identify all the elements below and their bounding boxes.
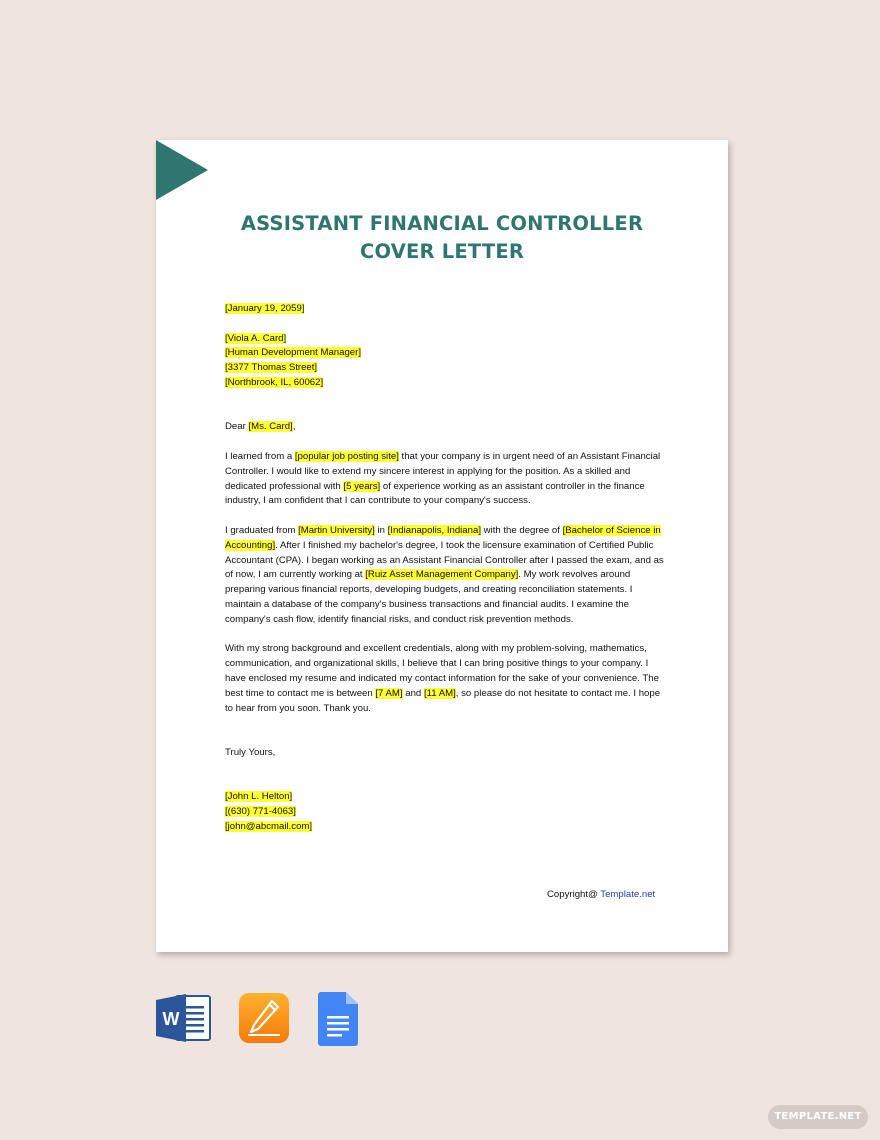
- highlight-location: [Indianapolis, Indiana]: [387, 524, 481, 536]
- sender-phone: [(630) 771-4063]: [225, 806, 296, 818]
- title-line-1: ASSISTANT FINANCIAL CONTROLLER: [240, 212, 644, 235]
- copyright-brand: Template.net: [600, 889, 656, 900]
- svg-text:W: W: [162, 1009, 180, 1029]
- recipient-name: [Viola A. Card]: [225, 332, 287, 344]
- google-docs-icon[interactable]: [318, 992, 358, 1046]
- highlight-company: [Ruiz Asset Management Company]: [365, 569, 519, 581]
- sender-email: [john@abcmail.com]: [225, 820, 313, 832]
- letter-body: [225, 302, 665, 835]
- highlight-job-site: [popular job posting site]: [294, 450, 399, 462]
- recipient-street: [3377 Thomas Street]: [225, 362, 318, 374]
- document-page: [156, 140, 728, 952]
- recipient-city: [Northbrook, IL, 60062]: [225, 376, 324, 388]
- letter-date: [225, 302, 665, 317]
- word-icon[interactable]: [156, 994, 212, 1042]
- sender-name: [John L. Helton]: [225, 791, 293, 803]
- recipient-position: [Human Development Manager]: [225, 347, 361, 359]
- pages-icon[interactable]: [238, 992, 290, 1044]
- closing: Truly Yours,: [225, 746, 276, 758]
- paragraph-2: I graduated from [Martin University] in [Indianapolis, Indiana] with the degree of [Bachelor of Science in Accounting]. After I finished my bachelor's degree, I took the licensure examination of Certified Public Accountant (CPA). I began working as an Assistant Financial Controller after I passed the exam, and as of now, I am currently working at [Ruiz Asset Management Company]. My work revolves around preparing various financial reports, developing budgets, and creating reconciliation statements. I maintain a database of the company's business transactions and financial audits. I examine the company's cash flow, identify financial risks, and conduct risk prevention methods.: [225, 524, 664, 625]
- salutation-name: [Ms. Card]: [248, 421, 293, 433]
- highlight-years: [5 years]: [343, 480, 381, 492]
- corner-triangle-icon: [156, 140, 208, 200]
- recipient-block: [225, 332, 665, 391]
- salutation: Dear [Ms. Card],: [225, 421, 296, 433]
- highlight-university: [Martin University]: [298, 524, 375, 536]
- highlight-degree: [Bachelor of Science in Accounting]: [225, 524, 661, 551]
- date-field: [January 19, 2059]: [225, 303, 305, 314]
- title-line-2: COVER LETTER: [359, 240, 525, 263]
- paragraph-1: I learned from a [popular job posting site] that your company is in urgent need of an Assistant Financial Controller. I would like to extend my sincere interest in applying for the position. As a skilled and dedicated professional with [5 years] of experience working as an assistant controller in the finance industry, I am confident that I can contribute to your company's success.: [225, 450, 661, 507]
- highlight-start-time: [7 AM]: [375, 687, 403, 699]
- paragraph-3: With my strong background and excellent credentials, along with my problem-solving, mathematics, communication, and organizational skills, I believe that I can bring positive things to your company. I have enclosed my resume and indicated my contact information for the sake of your convenience. The best time to contact me is between [7 AM] and [11 AM], so please do not hesitate to contact me. I hope to hear from you soon. Thank you.: [225, 643, 661, 714]
- copyright-line: Copyright@ Template.net: [547, 889, 656, 900]
- watermark-badge: TEMPLATE.NET: [768, 1105, 868, 1129]
- document-title: [156, 210, 728, 266]
- highlight-end-time: [11 AM]: [423, 687, 456, 699]
- sender-block: [225, 790, 665, 834]
